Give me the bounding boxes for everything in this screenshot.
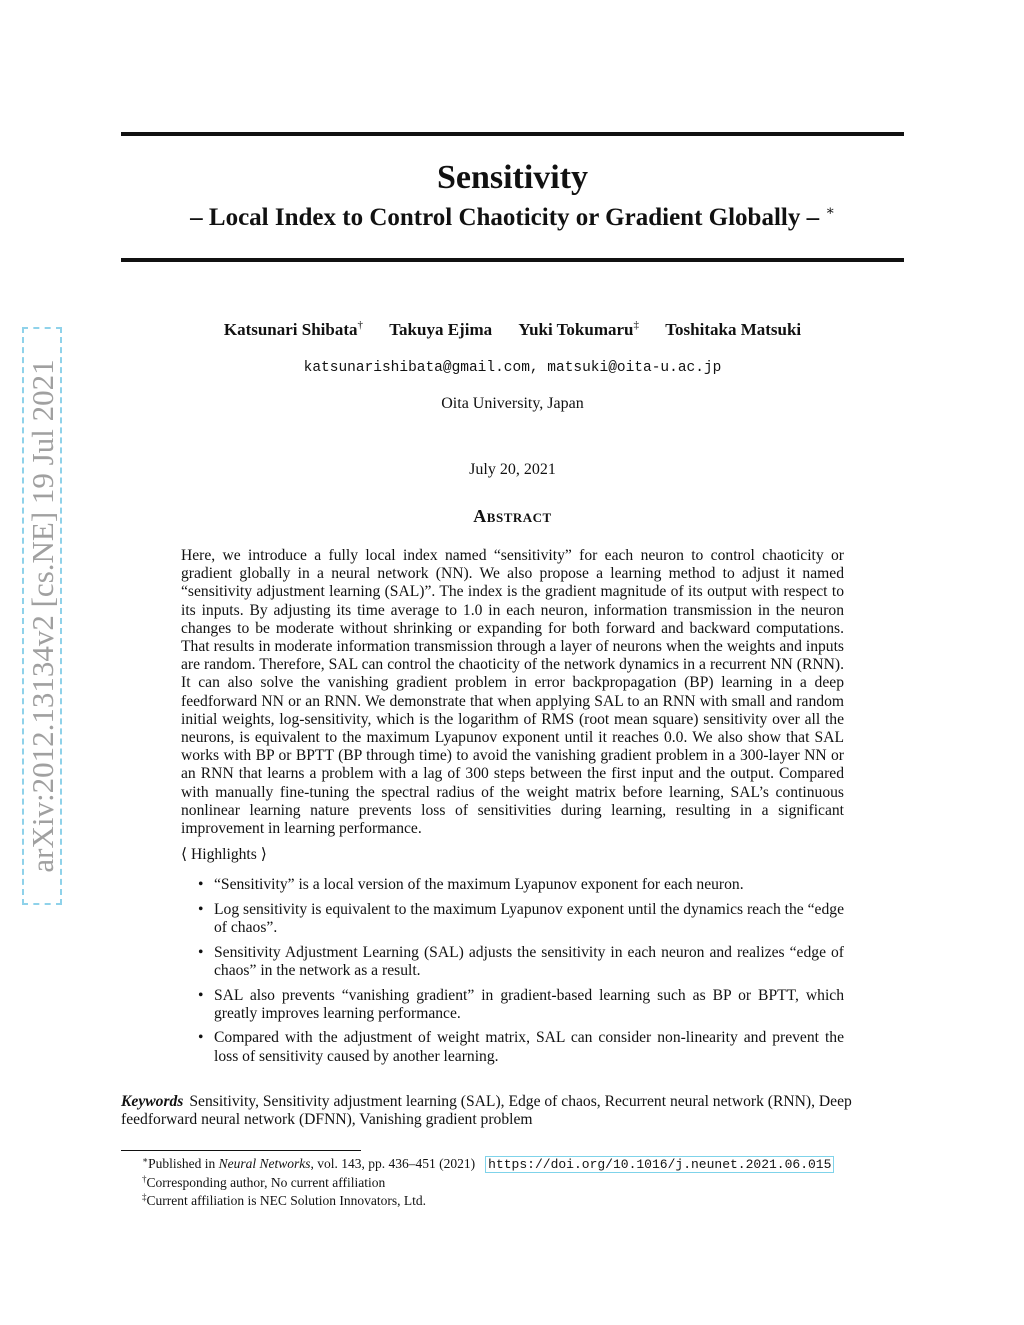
abstract-text: Here, we introduce a fully local index named “sensitivity” for each neuron to control chaoticity or gradient globally in a neural network (NN). We also propose a learning method to adjust it named “sensitivity adjustment learning (SAL)”. The index is the gradient magnitude of its output with respect to its inputs. By adjusting its time average to 1.0 in each neuron, information transmission in the neuron changes to be moderate without shrinking or expanding for both forward and backward computations. That results in moderate information transmission through a layer of neurons when the weights and inputs are random. Therefore, SAL can control the chaoticity of the network dynamics in a recurrent NN (RNN). It can also solve the vanishing gradient problem in error backpropagation (BP) learning in a deep feedforward NN or an RNN. We demonstrate that when applying SAL to an RNN with small and random initial weights, log-sensitivity, which is the logarithm of RMS (root mean square) sensitivity over all the neurons, is equivalent to the maximum Lyapunov exponent until it reaches 0.0. We also show that SAL works with BP or BPTT (BP through time) to avoid the vanishing gradient problem in a 300-layer NN or an RNN that learns a problem with a lag of 300 steps between the first input and the output. Compared with manually fine-tuning the spectral radius of the weight matrix before learning, SAL’s continuous nonlinear learning nature prevents loss of sensitivities during learning, resulting in a significant improvement in learning performance. (181, 547, 844, 838)
keywords-text: Sensitivity, Sensitivity adjustment learning (SAL), Edge of chaos, Recurrent neural network (RNN), Deep feedforward neural network (DFNN), Vanishing gradient problem (121, 1093, 852, 1129)
author-tokumaru (518, 320, 639, 339)
footnote-text: Current affiliation is NEC Solution Innovators, Ltd. (146, 1193, 426, 1208)
highlights-label: ⟨ Highlights ⟩ (181, 846, 267, 863)
footnotes (142, 1155, 904, 1210)
footnote-mark: † (142, 1174, 147, 1184)
title-rule-bottom (121, 258, 904, 262)
bullet-icon: • (198, 943, 204, 961)
author-name: Toshitaka Matsuki (665, 320, 802, 339)
title-rule-top (121, 132, 904, 136)
keywords (121, 1093, 866, 1129)
bullet-icon: • (198, 1029, 204, 1047)
highlight-text: Log sensitivity is equivalent to the maximum Lyapunov exponent until the dynamics reach the “edge of chaos”. (214, 900, 844, 936)
bullet-icon: • (198, 900, 204, 918)
publication-date: July 20, 2021 (469, 461, 556, 478)
author-shibata (224, 320, 363, 339)
footnote-prefix: Published in (148, 1156, 219, 1171)
list-item (181, 1029, 844, 1065)
doi-link[interactable]: https://doi.org/10.1016/j.neunet.2021.06.015 (485, 1156, 834, 1173)
author-list (121, 319, 904, 341)
author-name: Katsunari Shibata (223, 320, 358, 339)
author-footnote-mark[interactable]: ‡ (633, 319, 639, 331)
paper-subtitle (121, 202, 904, 234)
footnote-affiliation (142, 1192, 904, 1210)
arxiv-identifier[interactable]: arXiv:2012.13134v2 [cs.NE] 19 Jul 2021 (25, 359, 60, 873)
keywords-label: Keywords (121, 1093, 184, 1110)
author-ejima (389, 320, 492, 339)
highlight-text: “Sensitivity” is a local version of the maximum Lyapunov exponent for each neuron. (214, 876, 744, 893)
footnote-suffix: , vol. 143, pp. 436–451 (2021) (310, 1156, 476, 1171)
footnote-published (142, 1155, 904, 1174)
highlight-text: Compared with the adjustment of weight matrix, SAL can consider non-linearity and prevent the loss of sensitivity caused by another learning. (214, 1029, 844, 1065)
bullet-icon: • (198, 876, 204, 893)
bullet-icon: • (198, 986, 204, 1004)
footnote-mark: ∗ (142, 1155, 149, 1165)
author-name: Takuya Ejima (389, 320, 493, 339)
abstract-heading: Abstract (473, 506, 552, 526)
list-item (181, 944, 844, 980)
footnote-rule (121, 1150, 361, 1151)
highlight-text: Sensitivity Adjustment Learning (SAL) adjusts the sensitivity in each neuron and realizes “edge of chaos” in the network as a result. (214, 943, 844, 979)
author-footnote-mark[interactable]: † (357, 319, 364, 331)
list-item (181, 901, 844, 937)
footnote-corresponding (142, 1174, 904, 1192)
affiliation: Oita University, Japan (441, 395, 584, 412)
list-item (181, 987, 844, 1023)
subtitle-text: – Local Index to Control Chaoticity or Gradient Globally – (190, 204, 820, 231)
title-footnote-mark[interactable]: ∗ (825, 204, 835, 219)
highlight-text: SAL also prevents “vanishing gradient” in gradient-based learning such as BP or BPTT, which greatly improves learning performance. (214, 986, 844, 1022)
author-emails: katsunarishibata@gmail.com, matsuki@oita-u.ac.jp (303, 360, 722, 376)
author-matsuki (665, 320, 801, 339)
list-item (181, 876, 844, 894)
footnote-text: Corresponding author, No current affiliation (146, 1175, 386, 1190)
journal-name: Neural Networks (218, 1156, 311, 1171)
author-name: Yuki Tokumaru (518, 320, 634, 339)
highlights-list (181, 876, 844, 1072)
paper-title: Sensitivity (436, 159, 589, 196)
footnote-mark: ‡ (142, 1192, 147, 1202)
